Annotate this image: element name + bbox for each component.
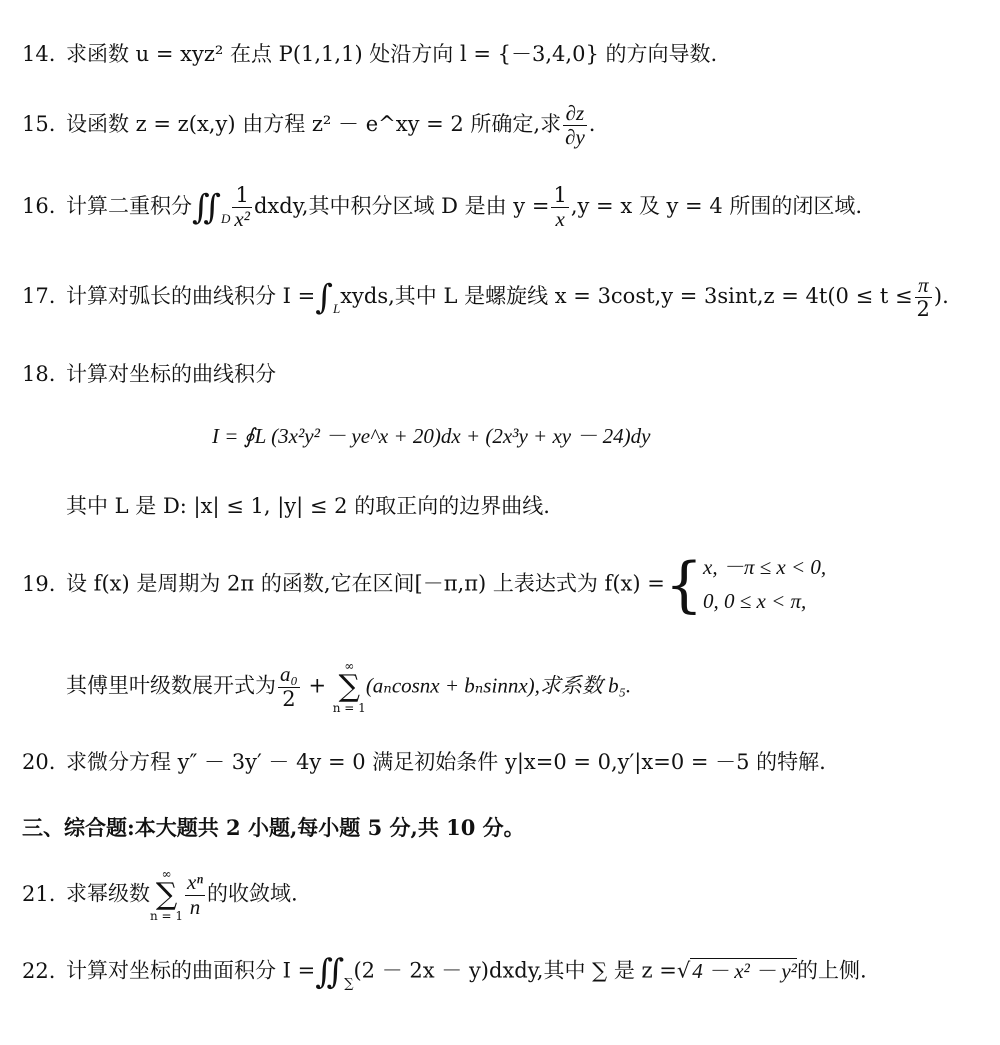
- integral-path-label: L: [332, 301, 341, 317]
- summation: [150, 868, 183, 922]
- problem-text: ,y = x 及 y = 4 所围的闭区域.: [570, 194, 863, 219]
- punctuation: .: [588, 112, 596, 137]
- problem-18-where: [66, 490, 550, 520]
- sum-lower-limit: n = 1: [150, 909, 184, 923]
- numerator: a₀: [280, 662, 298, 687]
- denominator: n: [189, 894, 201, 919]
- problem-14: [22, 38, 717, 68]
- problem-19: [22, 550, 826, 620]
- problem-number: 21.: [22, 881, 56, 906]
- integral-symbol: ∫: [315, 277, 333, 318]
- denominator: 2: [282, 686, 296, 711]
- surface-label: ∑: [344, 976, 354, 992]
- problem-text: 计算二重积分: [66, 194, 192, 219]
- problem-text: 求幂级数: [66, 881, 150, 906]
- problem-text: 的上侧.: [796, 958, 867, 983]
- problem-text: 其中 L 是 D: |x| ≤ 1, |y| ≤ 2 的取正向的边界曲线.: [66, 494, 550, 518]
- problem-text: 求函数 u = xyz² 在点 P(1,1,1) 处沿方向 l = {－3,4,0} 的方向导数.: [66, 42, 718, 66]
- section-header: [22, 812, 525, 842]
- numerator: π: [915, 274, 932, 298]
- sum-upper-limit: ∞: [161, 867, 172, 881]
- fraction: [915, 274, 932, 321]
- problem-text: 其傅里叶级数展开式为: [66, 673, 276, 698]
- summation: [333, 660, 366, 714]
- fraction: [185, 871, 205, 918]
- case-2: 0, 0 ≤ x < π,: [703, 589, 807, 613]
- problem-20: [22, 746, 826, 776]
- case-1: x, －π ≤ x < 0,: [703, 555, 827, 580]
- denominator: x: [555, 207, 565, 232]
- problem-18-formula: [212, 420, 650, 450]
- punctuation: ).: [933, 284, 949, 309]
- double-integral-symbol: ∬: [315, 952, 345, 992]
- problem-21: [22, 868, 298, 922]
- fraction: [278, 663, 300, 710]
- problem-text: dxdy,其中积分区域 D 是由 y =: [253, 194, 550, 219]
- left-brace: {: [664, 550, 704, 620]
- numerator: 1: [232, 184, 252, 208]
- sigma-symbol: ∑: [338, 669, 360, 704]
- fraction: [232, 184, 252, 231]
- section-title: 三、综合题:本大题共 2 小题,每小题 5 分,共 10 分。: [22, 815, 525, 840]
- fraction: [563, 102, 587, 149]
- numerator: 1: [553, 183, 567, 207]
- problem-number: 16.: [22, 194, 56, 219]
- problem-number: 14.: [22, 42, 56, 66]
- problem-number: 18.: [22, 362, 56, 386]
- problem-number: 22.: [22, 958, 56, 983]
- problem-number: 20.: [22, 750, 56, 774]
- problem-text: (2 － 2x － y)dxdy,其中 ∑ 是 z =: [353, 958, 677, 983]
- numerator: ∂z: [563, 102, 587, 126]
- denominator: x²: [234, 207, 250, 232]
- problem-text: 计算对弧长的曲线积分 I =: [66, 284, 316, 309]
- numerator: xⁿ: [187, 870, 203, 895]
- line-integral-formula: I = ∮L (3x²y² － ye^x + 20)dx + (2x³y + xy － 24)dy: [212, 424, 651, 448]
- problem-16: [22, 184, 862, 231]
- problem-number: 17.: [22, 284, 56, 309]
- problem-22: [22, 952, 867, 992]
- problem-text: 的收敛域.: [206, 881, 298, 906]
- sum-upper-limit: ∞: [344, 659, 355, 673]
- problem-18-title: [22, 358, 276, 388]
- problem-text: (aₙcosnx + bₙsinnx),求系数 b₅.: [365, 673, 632, 698]
- double-integral-symbol: ∬: [192, 187, 221, 228]
- fraction: [551, 184, 568, 231]
- sum-lower-limit: n = 1: [332, 701, 366, 715]
- sqrt-radicand: 4 － x² － y²: [692, 958, 797, 983]
- problem-17: [22, 274, 949, 321]
- problem-text: 设函数 z = z(x,y) 由方程 z² － e^xy = 2 所确定,求: [66, 112, 562, 137]
- problem-number: 19.: [22, 571, 56, 596]
- problem-text: xyds,其中 L 是螺旋线 x = 3cost,y = 3sint,z = 4t(0 ≤ t ≤: [340, 284, 913, 309]
- denominator: ∂y: [565, 125, 585, 150]
- integral-domain-label: D: [220, 211, 231, 227]
- problem-number: 15.: [22, 112, 56, 137]
- problem-19-line2: 其傅里叶级数展开式为 $\frac{\text{a₀}}{2}$ + ∞ ∑ n = 1 (aₙcosnx + bₙsinnx),求系数 b₅.: [66, 659, 632, 715]
- problem-text: 计算对坐标的曲面积分 I =: [66, 958, 316, 983]
- problem-text: 设 f(x) 是周期为 2π 的函数,它在区间[－π,π) 上表达式为 f(x) =: [66, 571, 665, 596]
- sqrt-symbol: √: [676, 958, 691, 983]
- piecewise-cases: [703, 551, 826, 618]
- problem-text: 求微分方程 y″ － 3y′ － 4y = 0 满足初始条件 y|x=0 = 0,y′|x=0 = －5 的特解.: [66, 750, 826, 774]
- denominator: 2: [916, 297, 930, 322]
- sigma-symbol: ∑: [155, 877, 178, 912]
- problem-text: 计算对坐标的曲线积分: [66, 362, 276, 386]
- problem-15: [22, 102, 595, 149]
